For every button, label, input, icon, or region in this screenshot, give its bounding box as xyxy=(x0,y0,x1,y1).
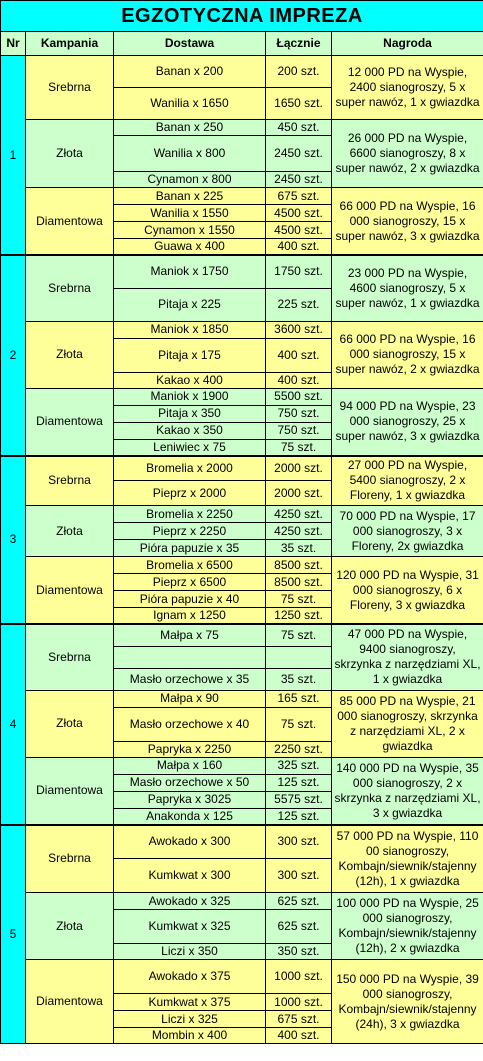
total-cell: 35 szt. xyxy=(266,668,332,690)
delivery-cell: Kumkwat x 300 xyxy=(114,859,266,893)
campaign-name: Srebrna xyxy=(26,825,114,893)
delivery-cell: Masło orzechowe x 50 xyxy=(114,774,266,791)
table-row xyxy=(1,456,483,481)
header-row xyxy=(1,32,483,56)
reward-cell: 140 000 PD na Wyspie, 35 000 sianogroszy, 2 x skrzynka z narzędziami XL, 3 x gwiazdka xyxy=(332,757,483,825)
reward-cell: 120 000 PD na Wyspie, 31 000 sianogroszy, 6 x Floreny, 3 x gwiazdka xyxy=(332,557,483,625)
group-number: 3 xyxy=(1,456,26,625)
campaign-name: Złota xyxy=(26,690,114,757)
total-cell: 325 szt. xyxy=(266,757,332,774)
delivery-cell: Pitaja x 350 xyxy=(114,405,266,422)
total-cell: 400 szt. xyxy=(266,338,332,372)
table-title: EGZOTYCZNA IMPREZA xyxy=(1,1,483,32)
delivery-cell: Wanilia x 1550 xyxy=(114,205,266,222)
delivery-cell: Maniok x 1850 xyxy=(114,321,266,338)
reward-cell: 70 000 PD na Wyspie, 17 000 sianogroszy, 3 x Floreny, 2x gwiazdka xyxy=(332,506,483,557)
campaign-name: Diamentowa xyxy=(26,960,114,1044)
total-cell: 750 szt. xyxy=(266,422,332,439)
group-number: 2 xyxy=(1,255,26,456)
total-cell: 4500 szt. xyxy=(266,205,332,222)
total-cell: 300 szt. xyxy=(266,825,332,859)
total-cell: 165 szt. xyxy=(266,690,332,707)
campaign-name: Złota xyxy=(26,893,114,960)
table-body xyxy=(1,56,483,1044)
total-cell: 4250 szt. xyxy=(266,523,332,540)
total-cell: 75 szt. xyxy=(266,707,332,741)
delivery-cell: Pieprz x 2250 xyxy=(114,523,266,540)
delivery-cell: Bromelia x 6500 xyxy=(114,557,266,574)
delivery-cell: Kumkwat x 325 xyxy=(114,910,266,944)
delivery-cell: Awokado x 300 xyxy=(114,825,266,859)
total-cell: 2000 szt. xyxy=(266,456,332,481)
campaign-name: Diamentowa xyxy=(26,557,114,625)
table-row xyxy=(1,960,483,994)
total-cell: 75 szt. xyxy=(266,624,332,646)
delivery-cell xyxy=(114,646,266,668)
delivery-cell: Maniok x 1750 xyxy=(114,255,266,288)
total-cell: 35 szt. xyxy=(266,540,332,557)
total-cell: 75 szt. xyxy=(266,591,332,608)
table-row xyxy=(1,188,483,205)
delivery-cell: Pieprz x 2000 xyxy=(114,481,266,506)
delivery-cell: Liczi x 350 xyxy=(114,944,266,960)
delivery-cell: Mombin x 400 xyxy=(114,1028,266,1044)
delivery-cell: Pióra papuzie x 40 xyxy=(114,591,266,608)
total-cell: 450 szt. xyxy=(266,120,332,136)
total-cell: 200 szt. xyxy=(266,56,332,88)
table-row xyxy=(1,388,483,405)
campaign-name: Diamentowa xyxy=(26,757,114,825)
total-cell: 4500 szt. xyxy=(266,222,332,239)
delivery-cell: Guawa x 400 xyxy=(114,239,266,256)
table-row xyxy=(1,825,483,859)
total-cell: 2250 szt. xyxy=(266,741,332,757)
reward-cell: 66 000 PD na Wyspie, 16 000 sianogroszy, 15 x super nawóz, 3 x gwiazdka xyxy=(332,188,483,256)
reward-cell: 12 000 PD na Wyspie, 2400 sianogroszy, 5 x super nawóz, 1 x gwiazdka xyxy=(332,56,483,120)
campaign-name: Srebrna xyxy=(26,624,114,690)
reward-cell: 23 000 PD na Wyspie, 4600 sianogroszy, 5 x super nawóz, 1 x gwiazdka xyxy=(332,255,483,321)
delivery-cell: Pitaja x 175 xyxy=(114,338,266,372)
delivery-cell: Wanilia x 800 xyxy=(114,136,266,172)
total-cell: 75 szt. xyxy=(266,439,332,456)
reward-cell: 94 000 PD na Wyspie, 23 000 sianogroszy, 25 x super nawóz, 3 x gwiazdka xyxy=(332,388,483,456)
campaign-name: Srebrna xyxy=(26,456,114,506)
campaign-name: Srebrna xyxy=(26,255,114,321)
total-cell: 400 szt. xyxy=(266,372,332,388)
delivery-cell: Banan x 250 xyxy=(114,120,266,136)
group-number: 4 xyxy=(1,624,26,825)
table-row xyxy=(1,690,483,707)
table-row xyxy=(1,255,483,288)
total-cell: 350 szt. xyxy=(266,944,332,960)
total-cell: 1650 szt. xyxy=(266,88,332,120)
total-cell: 1750 szt. xyxy=(266,255,332,288)
header-lacznie: Łącznie xyxy=(266,32,332,56)
total-cell: 1000 szt. xyxy=(266,994,332,1011)
delivery-cell: Pióra papuzie x 35 xyxy=(114,540,266,557)
delivery-cell: Cynamon x 800 xyxy=(114,172,266,188)
campaign-name: Złota xyxy=(26,321,114,388)
table-row xyxy=(1,56,483,88)
table-row xyxy=(1,321,483,338)
delivery-cell: Liczi x 325 xyxy=(114,1011,266,1028)
total-cell: 1250 szt. xyxy=(266,608,332,625)
total-cell: 625 szt. xyxy=(266,910,332,944)
reward-cell: 57 000 PD na Wyspie, 110 00 sianogroszy, Kombajn/siewnik/stajenny (12h), 1 x gwiazdka xyxy=(332,825,483,893)
total-cell: 8500 szt. xyxy=(266,557,332,574)
total-cell xyxy=(266,646,332,668)
total-cell: 1000 szt. xyxy=(266,960,332,994)
delivery-cell: Kumkwat x 375 xyxy=(114,994,266,1011)
reward-cell: 66 000 PD na Wyspie, 16 000 sianogroszy, 15 x super nawóz, 2 x gwiazdka xyxy=(332,321,483,388)
reward-cell: 85 000 PD na Wyspie, 21 000 sianogroszy, skrzynka z narzędziami XL, 2 x gwiazdka xyxy=(332,690,483,757)
header-dostawa: Dostawa xyxy=(114,32,266,56)
table-row xyxy=(1,757,483,774)
delivery-cell: Bromelia x 2250 xyxy=(114,506,266,523)
table-row xyxy=(1,120,483,136)
delivery-cell: Małpa x 75 xyxy=(114,624,266,646)
delivery-cell: Papryka x 3025 xyxy=(114,791,266,808)
total-cell: 5500 szt. xyxy=(266,388,332,405)
reward-cell: 47 000 PD na Wyspie, 9400 sianogroszy, skrzynka z narzędziami XL, 1 x gwiazdka xyxy=(332,624,483,690)
total-cell: 8500 szt. xyxy=(266,574,332,591)
delivery-cell: Papryka x 2250 xyxy=(114,741,266,757)
total-cell: 400 szt. xyxy=(266,239,332,256)
delivery-cell: Cynamon x 1550 xyxy=(114,222,266,239)
header-nr: Nr xyxy=(1,32,26,56)
table-row xyxy=(1,506,483,523)
total-cell: 125 szt. xyxy=(266,808,332,825)
header-kampania: Kampania xyxy=(26,32,114,56)
total-cell: 225 szt. xyxy=(266,288,332,321)
total-cell: 125 szt. xyxy=(266,774,332,791)
reward-cell: 100 000 PD na Wyspie, 25 000 sianogroszy, Kombajn/siewnik/stajenny (12h), 2 x gwiazdka xyxy=(332,893,483,960)
total-cell: 300 szt. xyxy=(266,859,332,893)
delivery-cell: Masło orzechowe x 35 xyxy=(114,668,266,690)
reward-cell: 27 000 PD na Wyspie, 5400 sianogroszy, 2 x Floreny, 1 x gwiazdka xyxy=(332,456,483,506)
delivery-cell: Pieprz x 6500 xyxy=(114,574,266,591)
delivery-cell: Banan x 225 xyxy=(114,188,266,205)
group-number: 5 xyxy=(1,825,26,1044)
delivery-cell: Banan x 200 xyxy=(114,56,266,88)
reward-cell: 26 000 PD na Wyspie, 6600 sianogroszy, 8 x super nawóz, 2 x gwiazdka xyxy=(332,120,483,188)
campaign-name: Złota xyxy=(26,120,114,188)
delivery-cell: Maniok x 1900 xyxy=(114,388,266,405)
delivery-cell: Anakonda x 125 xyxy=(114,808,266,825)
delivery-cell: Kakao x 350 xyxy=(114,422,266,439)
total-cell: 2000 szt. xyxy=(266,481,332,506)
table-row xyxy=(1,893,483,910)
total-cell: 750 szt. xyxy=(266,405,332,422)
delivery-cell: Leniwiec x 75 xyxy=(114,439,266,456)
total-cell: 4250 szt. xyxy=(266,506,332,523)
total-cell: 2450 szt. xyxy=(266,172,332,188)
delivery-cell: Masło orzechowe x 40 xyxy=(114,707,266,741)
delivery-cell: Awokado x 325 xyxy=(114,893,266,910)
campaign-name: Diamentowa xyxy=(26,188,114,256)
delivery-cell: Małpa x 160 xyxy=(114,757,266,774)
total-cell: 2450 szt. xyxy=(266,136,332,172)
delivery-cell: Ignam x 1250 xyxy=(114,608,266,625)
delivery-cell: Kakao x 400 xyxy=(114,372,266,388)
total-cell: 400 szt. xyxy=(266,1028,332,1044)
delivery-cell: Wanilia x 1650 xyxy=(114,88,266,120)
header-nagroda: Nagroda xyxy=(332,32,483,56)
total-cell: 5575 szt. xyxy=(266,791,332,808)
delivery-cell: Bromelia x 2000 xyxy=(114,456,266,481)
total-cell: 675 szt. xyxy=(266,188,332,205)
total-cell: 3600 szt. xyxy=(266,321,332,338)
delivery-cell: Pitaja x 225 xyxy=(114,288,266,321)
campaign-name: Złota xyxy=(26,506,114,557)
reward-cell: 150 000 PD na Wyspie, 39 000 sianogroszy, Kombajn/siewnik/stajenny (24h), 3 x gwiazdka xyxy=(332,960,483,1044)
campaign-name: Srebrna xyxy=(26,56,114,120)
total-cell: 625 szt. xyxy=(266,893,332,910)
delivery-cell: Małpa x 90 xyxy=(114,690,266,707)
delivery-cell: Awokado x 375 xyxy=(114,960,266,994)
table-row xyxy=(1,624,483,646)
group-number: 1 xyxy=(1,56,26,256)
campaign-name: Diamentowa xyxy=(26,388,114,456)
table-row xyxy=(1,557,483,574)
total-cell: 675 szt. xyxy=(266,1011,332,1028)
